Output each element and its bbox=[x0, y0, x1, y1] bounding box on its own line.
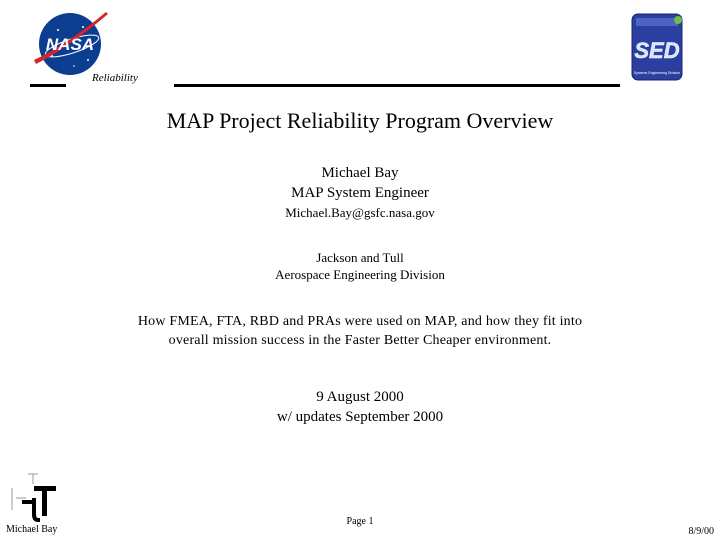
footer-date: 8/9/00 bbox=[688, 526, 714, 537]
sed-logo bbox=[630, 12, 686, 82]
sed-logo-text: SED bbox=[634, 38, 680, 63]
date-line-2: w/ updates September 2000 bbox=[276, 409, 444, 425]
division-name: Aerospace Engineering Division bbox=[275, 267, 445, 282]
sed-logo-subtitle: Systems Engineering Division bbox=[633, 71, 681, 75]
description-line-2: overall mission success in the Faster Better Cheaper environment. bbox=[168, 333, 552, 348]
page-number: Page 1 bbox=[346, 516, 374, 527]
description-line-1: How FMEA, FTA, RBD and PRAs were used on MAP, and how they fit into bbox=[137, 314, 583, 329]
date-line-1: 9 August 2000 bbox=[316, 389, 404, 405]
author-name: Michael Bay bbox=[321, 165, 399, 181]
header-rule-right bbox=[174, 84, 620, 87]
nasa-logo-text: NASA bbox=[45, 35, 95, 54]
header-rule-left bbox=[30, 84, 66, 87]
author-email: Michael.Bay@gsfc.nasa.gov bbox=[285, 205, 435, 220]
section-label: Reliability bbox=[92, 72, 138, 84]
footer-author: Michael Bay bbox=[6, 524, 58, 535]
jackson-tull-logo bbox=[8, 470, 58, 524]
nasa-logo bbox=[28, 8, 112, 80]
author-role: MAP System Engineer bbox=[291, 185, 429, 201]
slide-title: MAP Project Reliability Program Overview bbox=[166, 108, 554, 133]
company-name: Jackson and Tull bbox=[316, 250, 404, 265]
